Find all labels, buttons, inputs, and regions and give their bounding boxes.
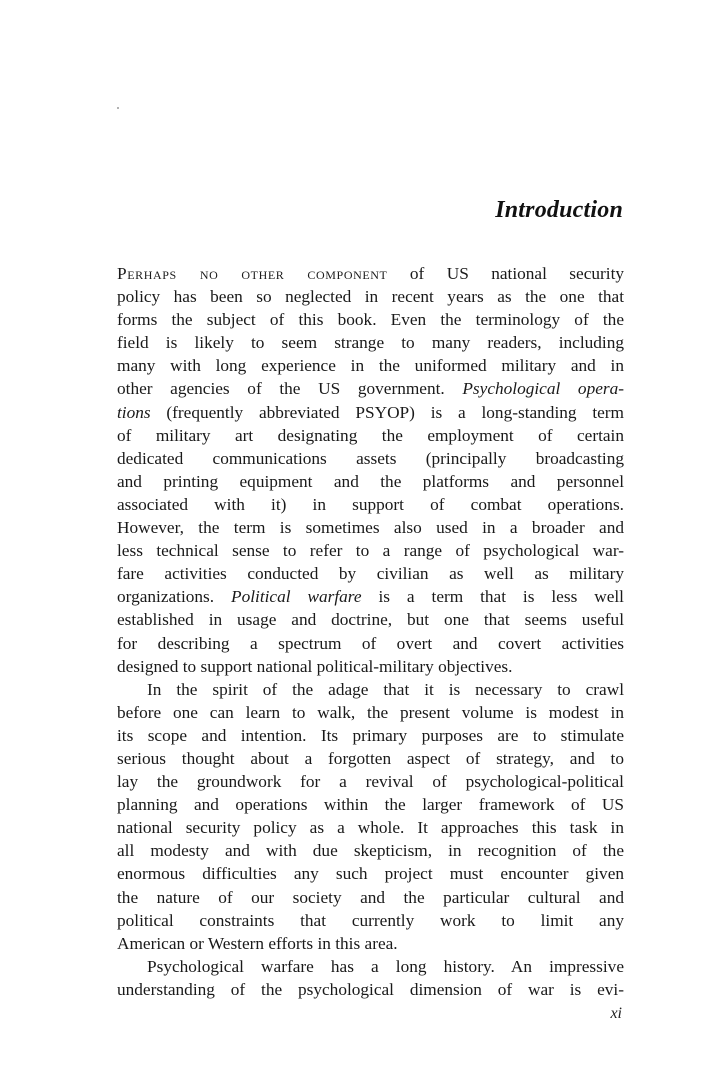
text-line: dedicated communications assets (principally broadcasting — [117, 448, 624, 468]
line-text: organizations. — [117, 587, 232, 607]
text-line: the nature of our society and the particular cultural and — [117, 887, 624, 907]
text-line: for describing a spectrum of overt and covert activities — [117, 633, 624, 653]
text-line: Psychological warfare has a long history. An impressive — [147, 956, 624, 976]
text-line: serious thought about a forgotten aspect of strategy, and to — [117, 748, 624, 768]
small-caps-lead-in: Perhaps no other component — [117, 264, 388, 283]
page-number: xi — [610, 1005, 622, 1022]
text-line — [117, 262, 624, 285]
chapter-title: Introduction — [495, 197, 623, 223]
text-line: designed to support national political-military objectives. — [117, 656, 513, 676]
text-line: political constraints that currently work to limit any — [117, 910, 624, 930]
text-line: forms the subject of this book. Even the terminology of the — [117, 310, 624, 330]
text-line: less technical sense to refer to a range of psychological war- — [117, 541, 624, 561]
scan-speck — [117, 107, 119, 109]
text-line: field is likely to seem strange to many readers, including — [117, 333, 624, 353]
body-text — [117, 262, 624, 1001]
text-line: national security policy as a whole. It approaches this task in — [117, 818, 624, 838]
italic-term: Political warfare — [231, 587, 362, 607]
text-line: In the spirit of the adage that it is necessary to crawl — [147, 679, 624, 699]
text-line: established in usage and doctrine, but one that seems useful — [117, 610, 624, 630]
text-line: However, the term is sometimes also used in a broader and — [117, 518, 624, 538]
text-line: policy has been so neglected in recent years as the one that — [117, 287, 624, 307]
text-line: associated with it) in support of combat operations. — [117, 494, 624, 514]
text-line: and printing equipment and the platforms and personnel — [117, 471, 624, 491]
line-text: other agencies of the US government. — [117, 379, 463, 399]
text-line: all modesty and with due skepticism, in recognition of the — [117, 841, 624, 861]
text-line: understanding of the psychological dimension of war is evi- — [117, 979, 624, 999]
text-line: fare activities conducted by civilian as well as military — [117, 564, 624, 584]
text-line: American or Western efforts in this area. — [117, 933, 398, 953]
line-text: (frequently abbreviated PSYOP) is a long-standing term — [150, 402, 624, 422]
text-line — [117, 585, 624, 608]
text-line: its scope and intention. Its primary purposes are to stimulate — [117, 725, 624, 745]
italic-term: tions — [117, 402, 151, 422]
text-line: before one can learn to walk, the present volume is modest in — [117, 702, 624, 722]
italic-term: Psychological opera- — [462, 379, 624, 399]
line-text: is a term that is less well — [361, 587, 624, 607]
text-line: of military art designating the employment of certain — [117, 425, 624, 445]
text-line — [117, 377, 624, 400]
text-line: enormous difficulties any such project must encounter given — [117, 864, 624, 884]
text-line: many with long experience in the uniformed military and in — [117, 356, 624, 376]
text-line: planning and operations within the larger framework of US — [117, 795, 624, 815]
text-line — [117, 401, 624, 424]
line-text: of US national security — [387, 264, 625, 283]
text-line: lay the groundwork for a revival of psychological-political — [117, 772, 624, 792]
